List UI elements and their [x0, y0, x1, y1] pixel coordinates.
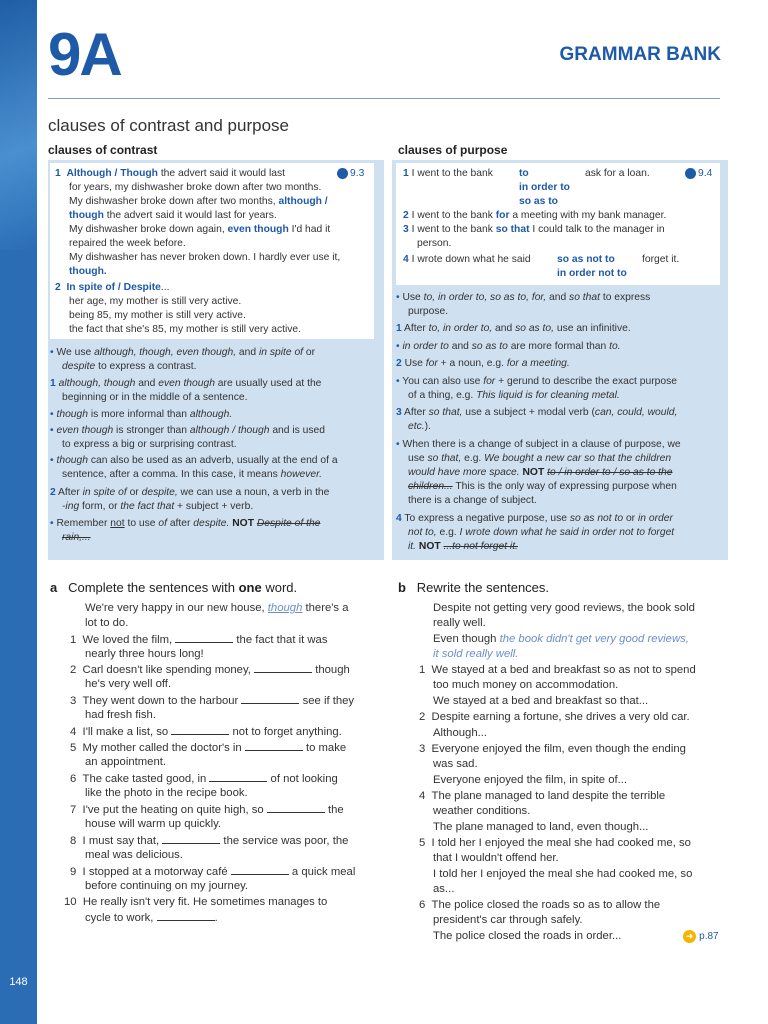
header-divider	[48, 98, 720, 99]
exercise-b-title: b Rewrite the sentences.	[398, 580, 550, 595]
speaker-icon	[685, 168, 696, 179]
arrow-right-icon: ➜	[683, 930, 696, 943]
left-section-heading: clauses of contrast	[48, 143, 158, 157]
unit-title: 9A	[48, 21, 121, 88]
exercise-a-title: a Complete the sentences with one word.	[50, 580, 298, 595]
speaker-icon	[337, 168, 348, 179]
audio-badge-right: 9.4	[685, 167, 712, 181]
contrast-example-1: 1 Although / Though the advert said it would last	[55, 168, 286, 179]
audio-badge-left: 9.3	[337, 167, 364, 181]
right-section-heading: clauses of purpose	[398, 143, 508, 157]
page-ref[interactable]: ➜ p.87	[683, 929, 719, 944]
page-sidebar	[0, 0, 37, 1024]
section-label: GRAMMAR BANK	[559, 44, 721, 65]
page-number: 148	[9, 976, 28, 988]
page-subtitle: clauses of contrast and purpose	[48, 116, 289, 135]
sidebar-stripe	[0, 0, 37, 250]
